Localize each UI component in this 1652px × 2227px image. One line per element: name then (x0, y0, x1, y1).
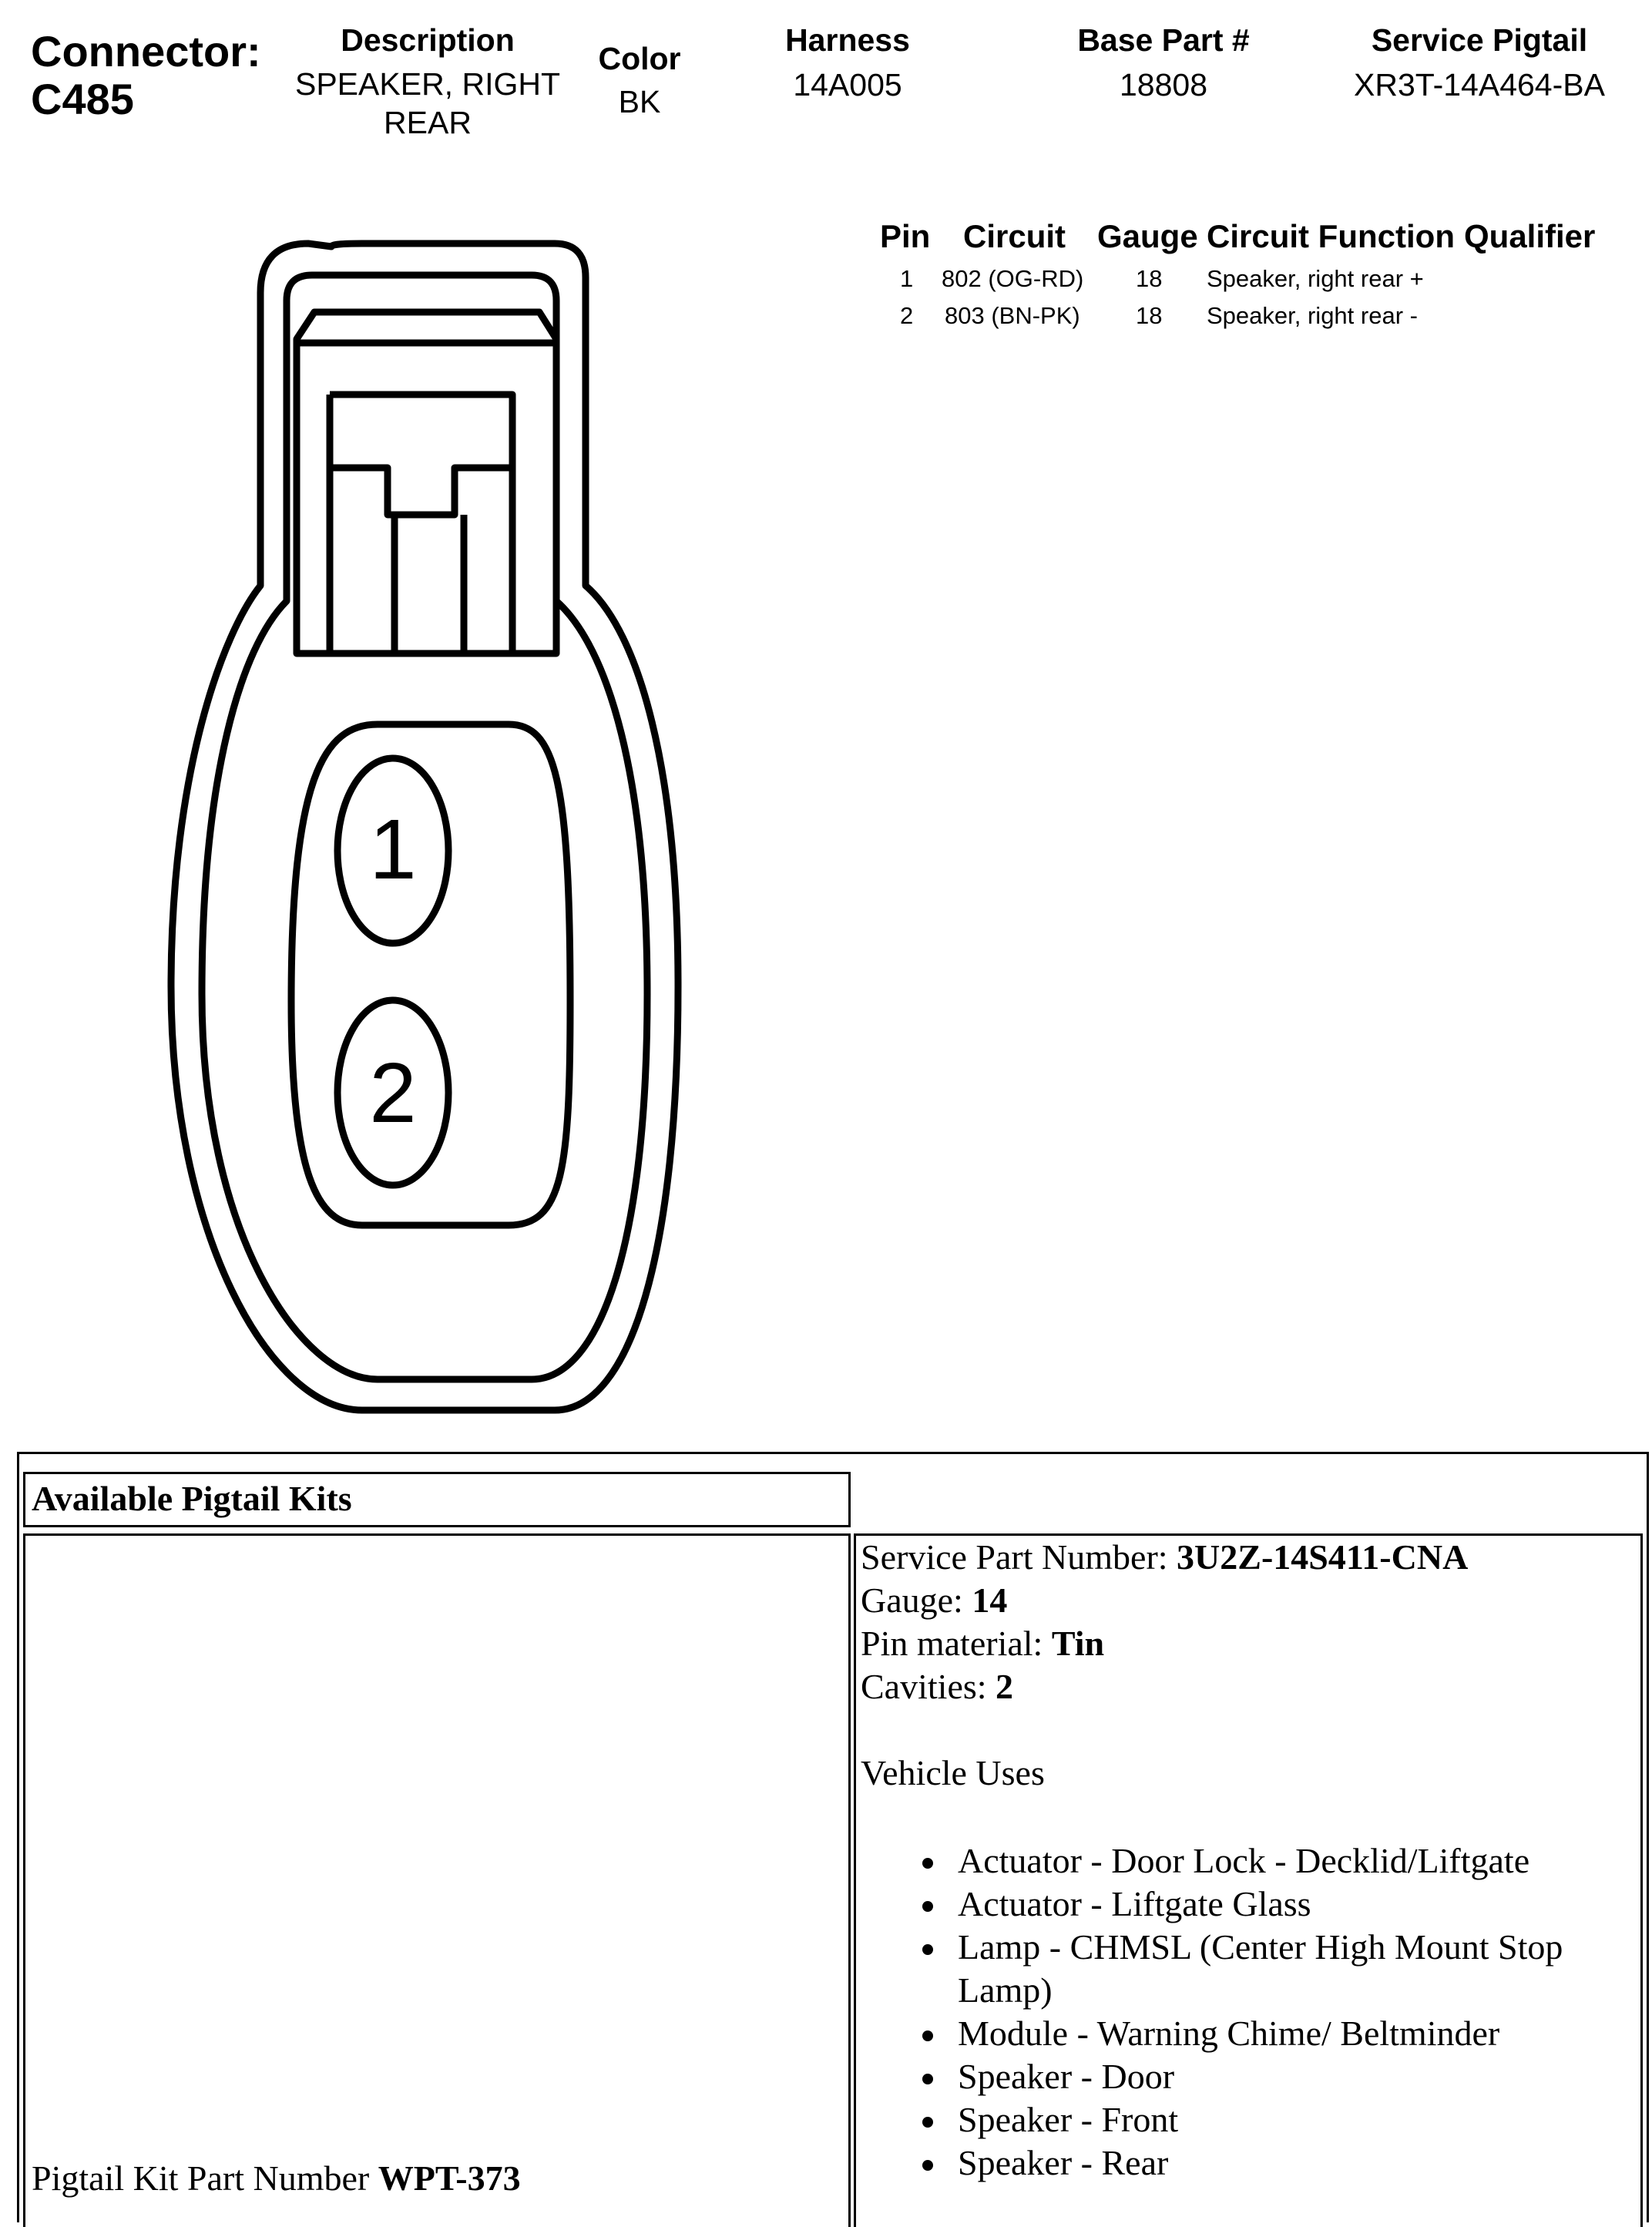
row1-gauge: 18 (1136, 265, 1163, 292)
pigtail-kits-title-box (23, 1472, 851, 1527)
bullet-icon (922, 2160, 933, 2171)
harness-label: Harness (785, 22, 910, 58)
cavities-line (861, 1665, 1639, 1708)
pigtail-details-box (854, 1533, 1643, 2227)
gauge-label: Gauge: (861, 1580, 963, 1620)
bullet-icon (922, 2117, 933, 2128)
list-item: Actuator - Door Lock - Decklid/Liftgate (861, 1839, 1639, 1883)
latch-tab (330, 468, 512, 515)
list-item: Speaker - Front (861, 2098, 1639, 2141)
list-item: Module - Warning Chime/ Beltminder (861, 2012, 1639, 2055)
row2-circuit: 803 (BN-PK) (945, 302, 1080, 329)
bullet-icon (922, 1858, 933, 1869)
housing-outer-outline (171, 244, 678, 1410)
service-pigtail-column (1310, 20, 1649, 106)
description-label: Description (341, 22, 515, 58)
list-item: Actuator - Liftgate Glass (861, 1883, 1639, 1926)
housing-inner-outline (202, 275, 647, 1379)
description-value-line2: REAR (384, 105, 472, 140)
base-part-label: Base Part # (1077, 22, 1250, 58)
latch-inner (330, 395, 512, 653)
latch-slot (395, 515, 464, 653)
connector-id: C485 (31, 75, 134, 123)
gauge-line (861, 1579, 1639, 1622)
bullet-icon (922, 1944, 933, 1955)
pigtail-image-box (23, 1533, 851, 2227)
latch-block (297, 312, 556, 653)
color-value: BK (618, 84, 661, 119)
service-part-number: 3U2Z-14S411-CNA (1177, 1537, 1469, 1577)
pin-header: Pin (880, 218, 931, 254)
vehicle-uses-list (861, 1839, 1639, 2185)
service-pigtail-value: XR3T-14A464-BA (1354, 67, 1605, 102)
list-item: Lamp - CHMSL (Center High Mount Stop Lamp) (861, 1926, 1639, 2012)
harness-value: 14A005 (793, 67, 902, 102)
gauge-value: 14 (972, 1580, 1008, 1620)
pin-material-value: Tin (1051, 1624, 1105, 1663)
list-item: Speaker - Door (861, 2055, 1639, 2098)
row2-gauge: 18 (1136, 302, 1163, 329)
qualifier-header: Qualifier (1464, 218, 1596, 254)
cavities-label: Cavities: (861, 1667, 987, 1706)
connector-face-diagram (0, 0, 771, 1449)
bullet-icon (922, 2074, 933, 2084)
row1-circuit: 802 (OG-RD) (942, 265, 1084, 292)
row1-pin: 1 (900, 265, 914, 292)
service-part-label: Service Part Number: (861, 1537, 1168, 1577)
bullet-icon (922, 2030, 933, 2041)
pigtail-kits-title: Available Pigtail Kits (32, 1479, 352, 1518)
list-item: Speaker - Rear (861, 2141, 1639, 2185)
pin-material-line (861, 1622, 1639, 1665)
cavities-value: 2 (996, 1667, 1014, 1706)
color-label: Color (598, 41, 681, 76)
pin-material-label: Pin material: (861, 1624, 1043, 1663)
row2-function: Speaker, right rear - (1207, 302, 1418, 329)
function-header: Circuit Function (1207, 218, 1455, 254)
pigtail-kit-part-number: WPT-373 (378, 2158, 521, 2198)
gauge-header: Gauge (1097, 218, 1198, 254)
bullet-icon (922, 1901, 933, 1912)
row2-pin: 2 (900, 302, 914, 329)
pigtail-kit-part-label: Pigtail Kit Part Number (32, 2158, 370, 2198)
pigtail-kit-part-line (32, 2157, 521, 2200)
row1-function: Speaker, right rear + (1207, 265, 1424, 292)
base-part-column (1032, 20, 1294, 106)
service-pigtail-label: Service Pigtail (1371, 22, 1588, 58)
pin-2-label: 2 (369, 1046, 417, 1140)
connector-label: Connector: (31, 27, 261, 76)
pigtail-details (861, 1536, 1639, 2185)
pin-1-label: 1 (369, 802, 417, 897)
circuit-header: Circuit (963, 218, 1066, 254)
cavity-frame (291, 724, 570, 1225)
base-part-value: 18808 (1119, 67, 1207, 102)
description-value-line1: SPEAKER, RIGHT (294, 66, 560, 102)
vehicle-uses-label: Vehicle Uses (861, 1753, 1045, 1792)
harness-column (740, 20, 955, 106)
service-part-line (861, 1536, 1639, 1579)
